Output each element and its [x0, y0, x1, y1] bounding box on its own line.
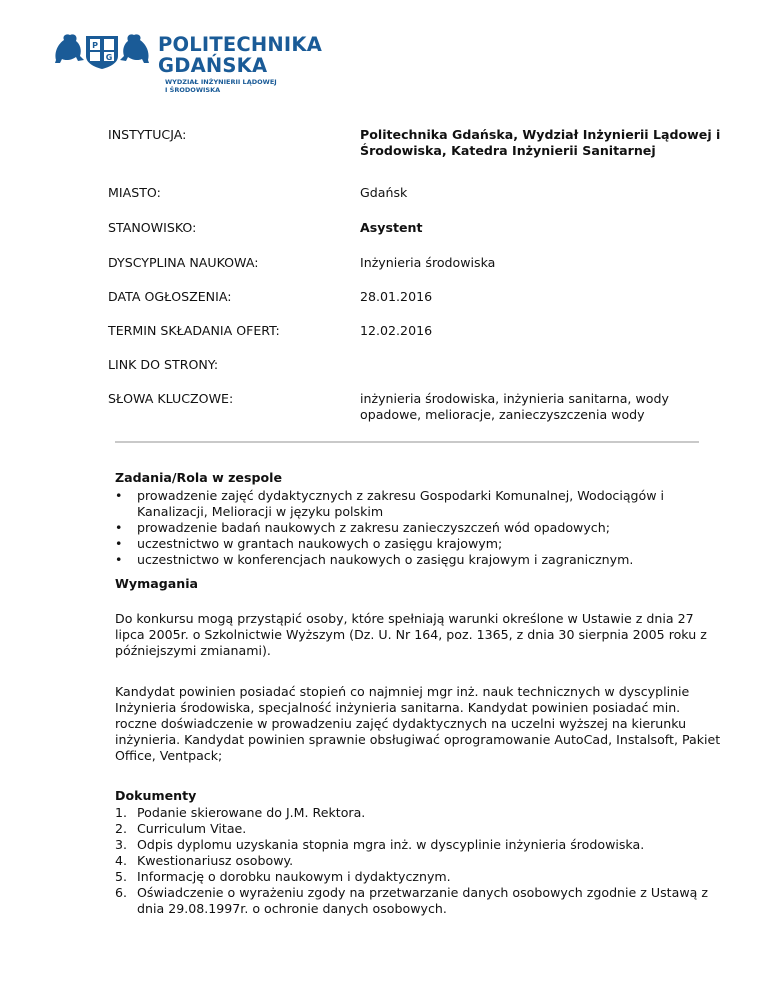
info-value: Gdańsk	[360, 185, 408, 200]
info-label: LINK DO STRONY:	[108, 357, 219, 372]
info-value: 12.02.2016	[360, 323, 433, 338]
info-label: SŁOWA KLUCZOWE:	[108, 391, 234, 406]
info-label: INSTYTUCJA:	[108, 127, 187, 142]
logo-title-line2: GDAŃSKA	[158, 54, 268, 77]
info-value: Asystent	[360, 220, 423, 235]
requirements-paragraph-2: Kandydat powinien posiadać stopień co najmniej mgr inż. nauk technicznych w dyscyplinie Inżynieria środowiska, specjalność inżynieria sanitarna. Kandydat powinien posiadać min. roczne doświadczenie w prowadzeniu zajęć dydaktycznych na uczelni wyższej na kierunku inżynieria. Kandydat powinien sprawnie obsługiwać oprogramowanie AutoCad, Instalsoft, Pakiet Office, Ventpack;	[115, 684, 721, 763]
info-label: DATA OGŁOSZENIA:	[108, 289, 232, 304]
list-item-text: prowadzenie zajęć dydaktycznych z zakresu Gospodarki Komunalnej, Wodociągów i Kanalizacji, Melioracji w języku polskim	[137, 488, 665, 519]
bullet-icon: •	[115, 536, 123, 551]
list-item-text: Kwestionariusz osobowy.	[137, 853, 294, 868]
list-item-text: Oświadczenie o wyrażeniu zgody na przetwarzanie danych osobowych zgodnie z Ustawą z dnia 29.08.1997r. o ochronie danych osobowych.	[137, 885, 708, 916]
list-item	[115, 488, 720, 520]
requirements-paragraph-1: Do konkursu mogą przystąpić osoby, które spełniają warunki określone w Ustawie z dnia 27 lipca 2005r. o Szkolnictwie Wyższym (Dz. U. Nr 164, poz. 1365, z dnia 30 sierpnia 2005 roku z późniejszymi zmianami).	[115, 611, 707, 658]
bullet-icon: •	[115, 488, 123, 503]
list-item	[115, 821, 720, 837]
requirements-heading: Wymagania	[115, 576, 199, 591]
list-item-number: 2.	[115, 821, 128, 836]
info-label: STANOWISKO:	[108, 220, 197, 235]
list-item-number: 3.	[115, 837, 128, 852]
crest-letter-g: G	[105, 53, 113, 62]
logo-title-line1: POLITECHNIKA	[158, 33, 322, 56]
bullet-icon: •	[115, 520, 123, 535]
list-item-text: Curriculum Vitae.	[137, 821, 247, 836]
bullet-icon: •	[115, 552, 123, 567]
logo-faculty-line2: I ŚRODOWISKA	[165, 86, 221, 94]
list-item	[115, 885, 720, 917]
list-item	[115, 805, 720, 821]
info-value: Politechnika Gdańska, Wydział Inżynierii Lądowej i Środowiska, Katedra Inżynierii Sanitarnej	[360, 127, 721, 158]
list-item-text: uczestnictwo w grantach naukowych o zasięgu krajowym;	[137, 536, 503, 551]
info-label: DYSCYPLINA NAUKOWA:	[108, 255, 259, 270]
crest-letter-p: P	[92, 41, 98, 50]
logo-faculty	[165, 78, 277, 94]
list-item-number: 1.	[115, 805, 128, 820]
list-item-number: 6.	[115, 885, 128, 900]
list-item	[115, 837, 720, 853]
info-value: inżynieria środowiska, inżynieria sanitarna, wody opadowe, melioracje, zanieczyszczenia wody	[360, 391, 669, 422]
list-item	[115, 869, 720, 885]
list-item-text: Podanie skierowane do J.M. Rektora.	[137, 805, 366, 820]
logo-title	[158, 34, 322, 76]
list-item	[115, 552, 720, 568]
documents-list	[115, 805, 720, 917]
info-label: MIASTO:	[108, 185, 161, 200]
list-item-number: 4.	[115, 853, 128, 868]
info-value: 28.01.2016	[360, 289, 433, 304]
documents-heading: Dokumenty	[115, 788, 197, 803]
list-item-text: uczestnictwo w konferencjach naukowych o zasięgu krajowym i zagranicznym.	[137, 552, 634, 567]
info-label: TERMIN SKŁADANIA OFERT:	[108, 323, 280, 338]
list-item	[115, 520, 720, 536]
list-item	[115, 536, 720, 552]
list-item-text: Informację o dorobku naukowym i dydaktycznym.	[137, 869, 451, 884]
section-divider	[115, 441, 699, 443]
tasks-list	[115, 488, 720, 568]
list-item-text: Odpis dyplomu uzyskania stopnia mgra inż. w dyscyplinie inżynieria środowiska.	[137, 837, 645, 852]
info-value: Inżynieria środowiska	[360, 255, 496, 270]
tasks-heading: Zadania/Rola w zespole	[115, 470, 282, 485]
list-item-number: 5.	[115, 869, 128, 884]
crest-icon	[52, 30, 152, 70]
list-item	[115, 853, 720, 869]
university-logo	[52, 30, 322, 100]
list-item-text: prowadzenie badań naukowych z zakresu zanieczyszczeń wód opadowych;	[137, 520, 610, 535]
logo-faculty-line1: WYDZIAŁ INŻYNIERII LĄDOWEJ	[165, 78, 277, 86]
